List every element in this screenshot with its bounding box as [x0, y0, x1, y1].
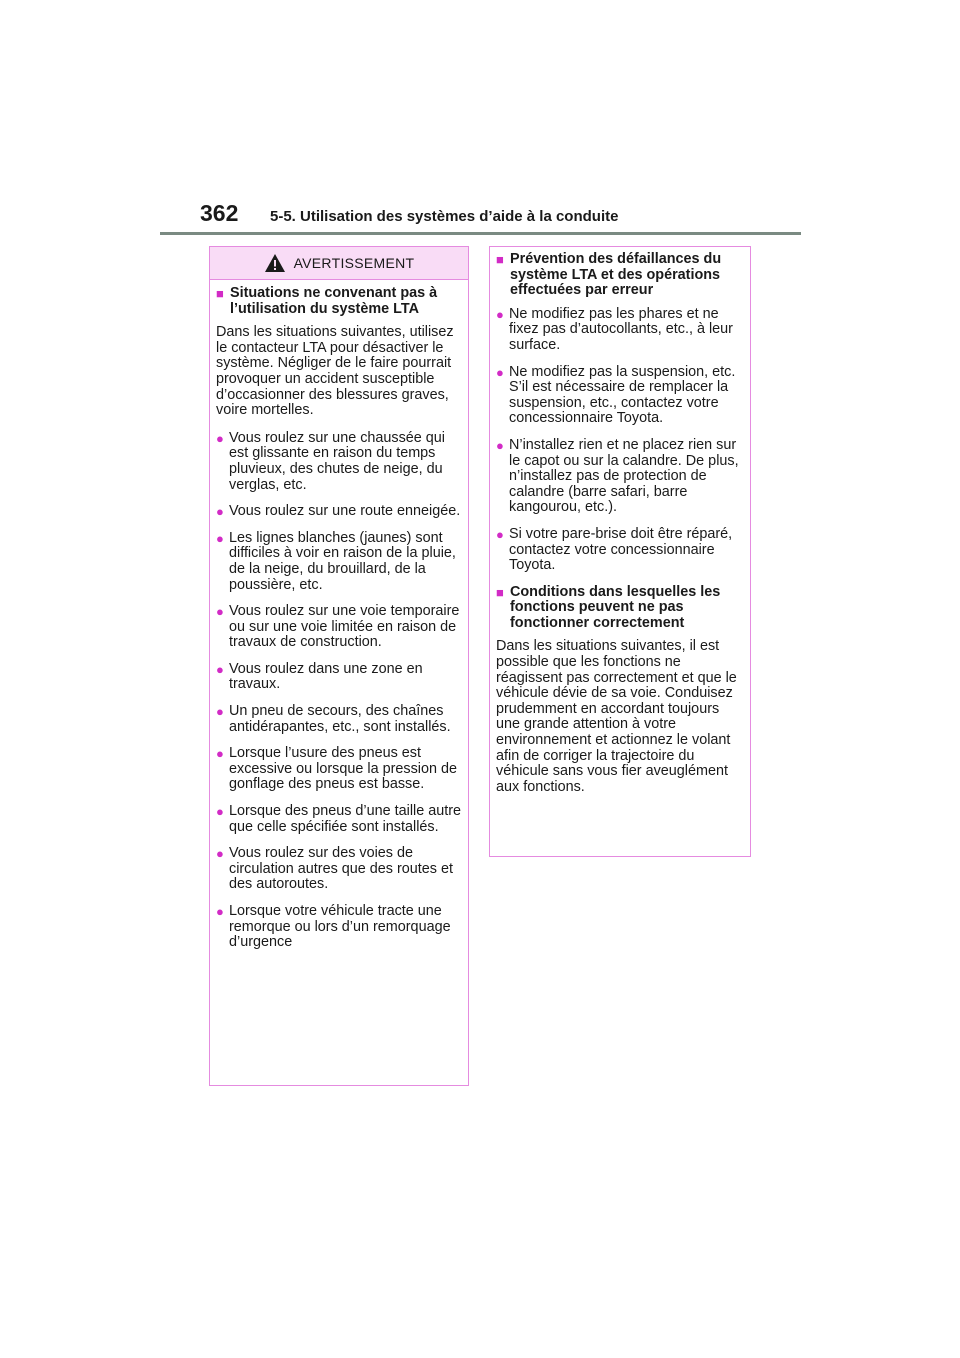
prevention-heading-text: Prévention des défaillances du système LTA et des opérations effectuées par erreur	[510, 251, 722, 299]
page-number: 362	[200, 200, 239, 226]
warning-title: AVERTISSEMENT	[293, 255, 415, 271]
circle-bullet-icon: ●	[216, 504, 224, 520]
list-item: ● Vous roulez sur une route enneigée.	[216, 503, 461, 520]
header-rule	[160, 232, 801, 235]
circle-bullet-icon: ●	[216, 904, 224, 919]
circle-bullet-icon: ●	[216, 846, 224, 862]
list-item: ● Vous roulez sur une voie temporaire ou sur une voie limitée en raison de travaux de construction.	[216, 603, 460, 651]
conditions-paragraph: Dans les situations suivantes, il est possible que les fonctions ne réagissent pas correctement et que le véhicule dévie de sa voie. Conduisez prudemment en accordant toujours une grande attention à votre environnement et actionnez le volant afin de corriger la trajectoire du véhicule sans vous fier aveuglément aux fonctions.	[496, 638, 737, 795]
circle-bullet-icon: ●	[216, 704, 224, 720]
list-item: ● Lorsque votre véhicule tracte une remorque ou lors d’un remorquage d’urgence	[216, 903, 451, 951]
circle-bullet-icon: ●	[216, 804, 224, 820]
list-item: ● Ne modifiez pas la suspension, etc. S’il est nécessaire de remplacer la suspension, etc., contactez votre concessionnaire Toyota.	[496, 363, 736, 427]
list-item: ● Vous roulez sur des voies de circulation autres que des routes et des autoroutes.	[216, 845, 453, 893]
conditions-heading-text: Conditions dans lesquelles les fonctions peuvent ne pas fonctionner correctement	[510, 583, 721, 631]
list-item: ● N’installez rien et ne placez rien sur le capot ou sur la calandre. De plus, n’installez pas de protection de calandre (barre safari, barre kangourou, etc.).	[496, 436, 739, 516]
list-item: ● Vous roulez sur une chaussée qui est glissante en raison du temps pluvieux, des chutes de neige, du verglas, etc.	[216, 429, 445, 493]
warning-heading-text: Situations ne convenant pas à l’utilisation du système LTA	[230, 285, 438, 317]
warning-box	[209, 246, 469, 1086]
warning-heading	[216, 286, 462, 317]
warning-triangle-icon	[264, 253, 286, 273]
circle-bullet-icon: ●	[216, 746, 224, 762]
list-item: ● Lorsque des pneus d’une taille autre que celle spécifiée sont installés.	[216, 803, 462, 835]
list-item: ● Ne modifiez pas les phares et ne fixez pas d’autocollants, etc., à leur surface.	[496, 305, 733, 353]
warning-header	[210, 247, 468, 280]
circle-bullet-icon: ●	[496, 526, 504, 542]
section-title: 5-5. Utilisation des systèmes d’aide à la conduite	[270, 208, 619, 225]
circle-bullet-icon: ●	[496, 306, 504, 322]
circle-bullet-icon: ●	[496, 364, 504, 380]
circle-bullet-icon: ●	[496, 437, 504, 453]
list-item: ● Si votre pare-brise doit être réparé, contactez votre concessionnaire Toyota.	[496, 525, 733, 574]
list-item: ● Lorsque l’usure des pneus est excessive ou lorsque la pression de gonflage des pneus est basse.	[216, 745, 457, 793]
circle-bullet-icon: ●	[216, 530, 224, 546]
circle-bullet-icon: ●	[216, 430, 224, 446]
list-item: ● Un pneu de secours, des chaînes antidérapantes, etc., sont installés.	[216, 703, 451, 735]
conditions-heading	[496, 585, 744, 632]
square-bullet-icon: ■	[496, 252, 504, 267]
warning-intro: Dans les situations suivantes, utilisez le contacteur LTA pour désactiver le système. Négliger de le faire pourrait provoquer un accident susceptible d’occasionner des blessures graves, voire mortelles.	[216, 324, 454, 419]
circle-bullet-icon: ●	[216, 604, 224, 620]
square-bullet-icon: ■	[216, 286, 224, 301]
square-bullet-icon: ■	[496, 584, 504, 600]
prevention-heading	[496, 252, 744, 299]
info-box	[489, 246, 751, 857]
list-item: ● Les lignes blanches (jaunes) sont difficiles à voir en raison de la pluie, de la neige, du brouillard, de la poussière, etc.	[216, 529, 456, 593]
circle-bullet-icon: ●	[216, 661, 224, 677]
list-item: ● Vous roulez dans une zone en travaux.	[216, 660, 423, 693]
